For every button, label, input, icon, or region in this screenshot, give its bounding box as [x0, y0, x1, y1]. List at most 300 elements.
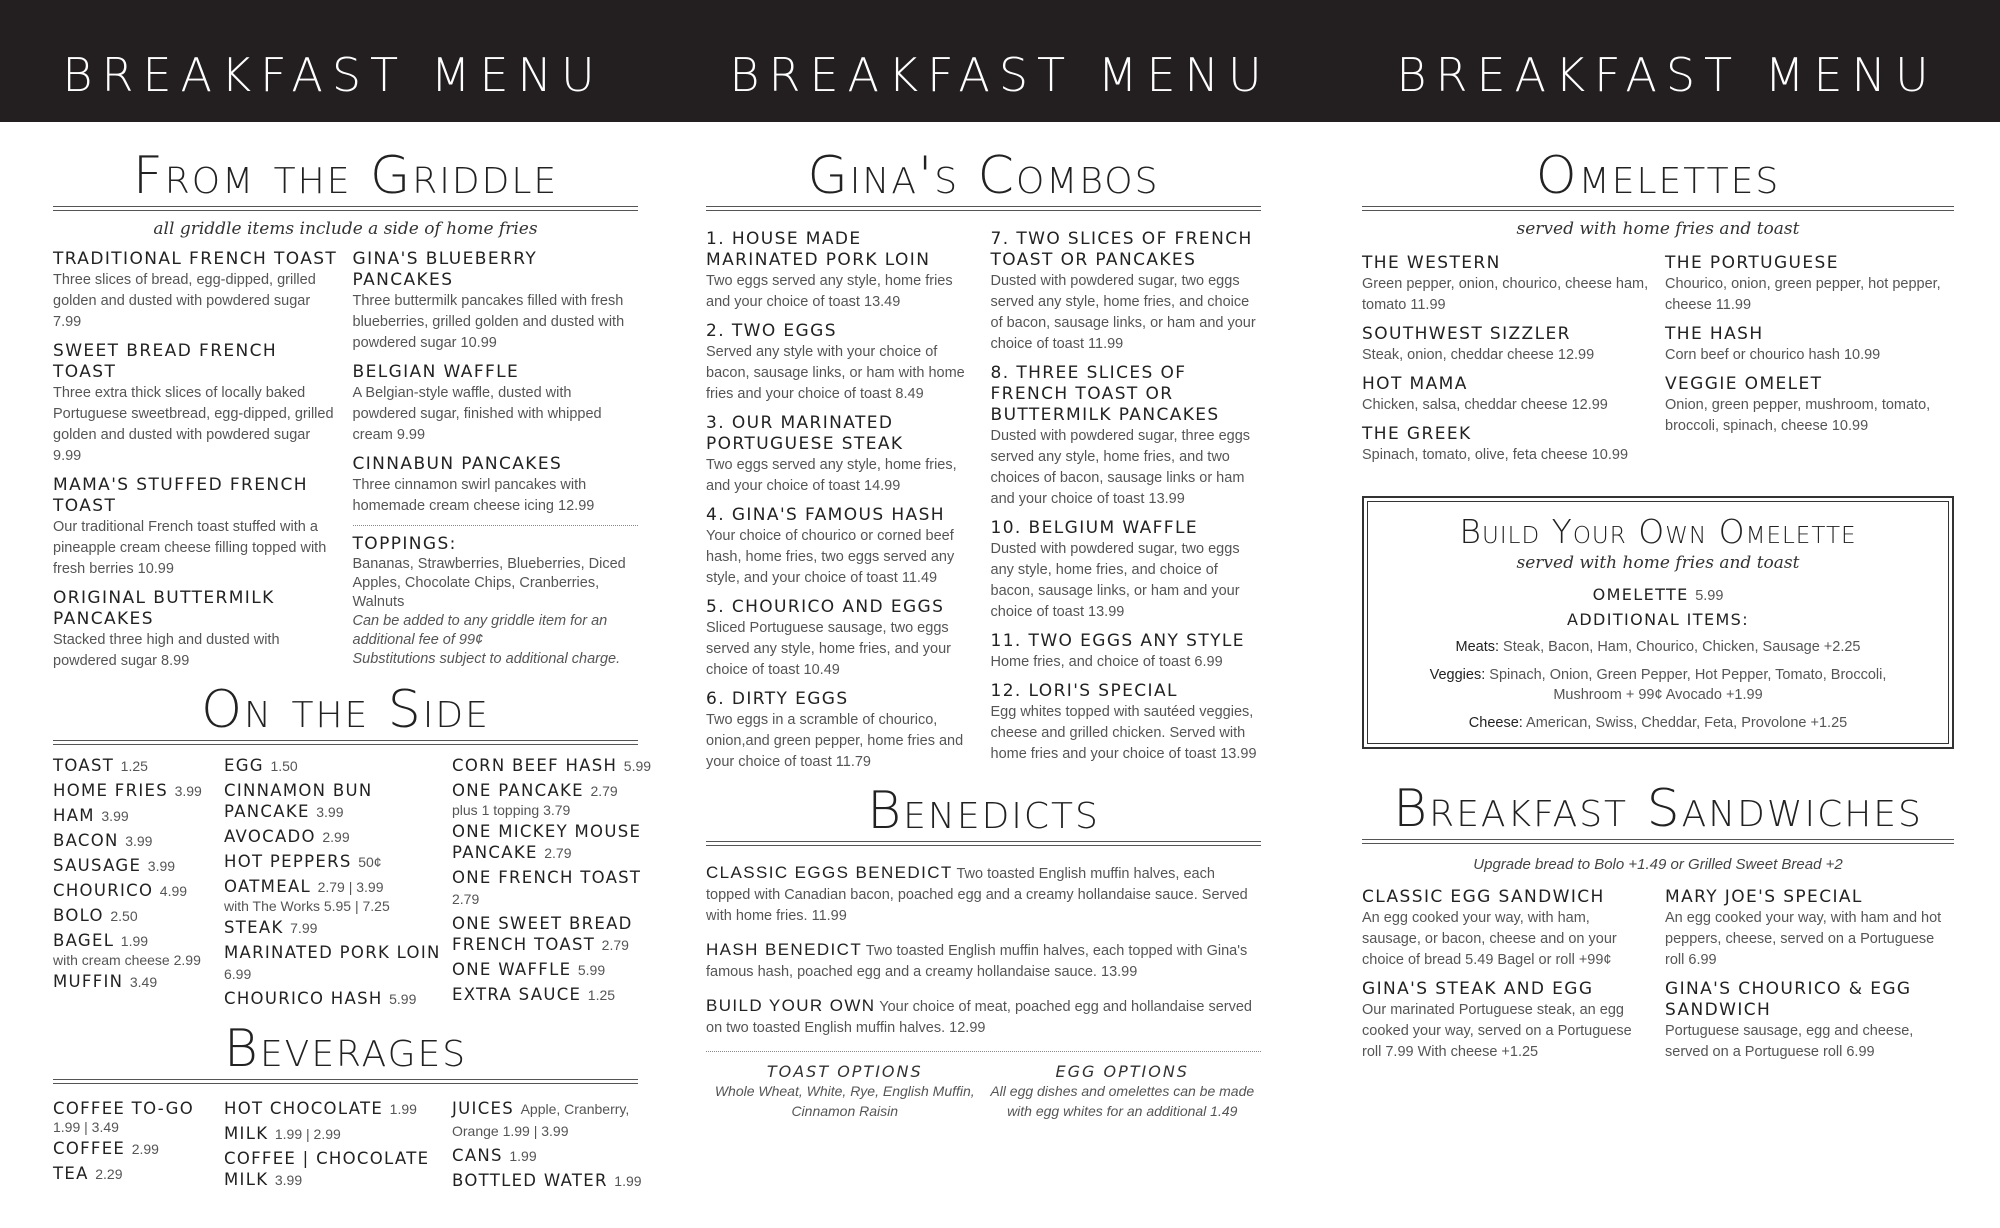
sandwiches-right	[1665, 887, 1954, 1071]
item-price: 13.99	[1220, 746, 1257, 762]
griddle-right	[353, 249, 639, 680]
side-item-name: COFFEE | CHOCOLATE MILK	[224, 1149, 430, 1189]
side-item-price: 3.99	[147, 858, 176, 874]
item-description	[353, 291, 639, 354]
omelettes-note: served with home fries and toast	[1516, 219, 1800, 239]
egg-options	[984, 1062, 1262, 1121]
item-description-text: Green pepper, onion, chourico, cheese ham, tomato	[1362, 276, 1649, 313]
item-description	[353, 383, 639, 446]
side-item-price: 2.79 | 3.99	[317, 879, 384, 895]
side-item-name: MARINATED PORK LOIN	[224, 943, 441, 962]
side-item	[53, 905, 218, 927]
toppings-title: TOPPINGS:	[352, 534, 457, 554]
beverages-col-3	[452, 1098, 652, 1195]
side-item-price: 50¢	[358, 854, 382, 870]
side-item-name: ONE PANCAKE	[452, 781, 584, 800]
benedict-description: Your choice of meat, poached egg and hollandaise served on two toasted English muffin halves.	[706, 999, 1252, 1036]
item-name: VEGGIE OMELET	[1665, 374, 1823, 394]
omelettes-left	[1362, 253, 1651, 474]
toppings-list: Bananas, Strawberries, Blueberries, Diced Apples, Chocolate Chips, Cranberries, Walnuts	[352, 556, 626, 610]
item-price: 6.99	[1688, 952, 1717, 968]
side-item-name: CINNAMON BUN PANCAKE	[224, 781, 373, 821]
side-items	[53, 755, 652, 1013]
omelettes-rule	[1362, 206, 1954, 211]
item-price: 13.99	[1148, 491, 1185, 507]
item-description	[991, 426, 1262, 510]
side-item	[53, 1098, 218, 1135]
side-item	[452, 959, 652, 981]
item-description	[1665, 1021, 1954, 1063]
item-description-text: Home fries, and choice of toast	[990, 654, 1191, 670]
combos-items	[706, 229, 1261, 781]
menu-item	[706, 229, 977, 313]
byo-meats-text: Steak, Bacon, Ham, Chourico, Chicken, Sausage +2.25	[1503, 639, 1861, 655]
beverages-rule	[53, 1079, 638, 1084]
side-item-price: 1.25	[120, 758, 148, 774]
item-name: 3. OUR MARINATED PORTUGUESE STEAK	[706, 413, 904, 454]
side-item	[452, 984, 652, 1006]
menu-item	[1362, 424, 1651, 466]
item-description	[991, 652, 1262, 673]
side-col-1	[53, 755, 218, 1013]
item-name: BELGIAN WAFFLE	[352, 362, 520, 382]
menu-item	[706, 597, 977, 681]
side-title: On the Side	[201, 680, 490, 740]
item-name: 4. GINA'S FAMOUS HASH	[706, 505, 945, 525]
side-item-name: EGG	[224, 756, 264, 775]
griddle-items	[53, 249, 638, 680]
byo-cheese-text: American, Swiss, Cheddar, Feta, Provolone +1.25	[1526, 715, 1848, 731]
item-name: GINA'S STEAK AND EGG	[1362, 979, 1594, 999]
byo-meats-label: Meats:	[1455, 639, 1499, 655]
item-description	[706, 271, 977, 313]
side-item-price: 5.99	[623, 758, 652, 774]
menu-item	[1362, 374, 1651, 416]
side-item-price: 5.99	[577, 962, 606, 978]
item-description	[706, 526, 977, 589]
side-item-sub: with cream cheese 2.99	[53, 952, 201, 968]
side-item	[53, 1163, 218, 1185]
item-price: 9.99	[396, 427, 426, 443]
side-item-price: 2.50	[110, 908, 138, 924]
side-item-name: BACON	[53, 831, 119, 850]
side-item-sub: 1.99 | 3.49	[53, 1119, 119, 1135]
side-item-price: 5.99	[389, 991, 417, 1007]
item-price: 14.99	[864, 478, 901, 494]
side-item-price: 3.99	[174, 783, 202, 799]
side-item	[224, 851, 446, 873]
side-item	[452, 913, 652, 956]
side-item-price: 3.99	[316, 804, 344, 820]
menu-item	[53, 249, 339, 333]
item-price: 9.99	[53, 448, 82, 464]
sandwiches-upgrade: Upgrade bread to Bolo +1.49 or Grilled Sweet Bread +2	[1473, 856, 1843, 873]
griddle-title: From the Griddle	[132, 146, 559, 206]
side-col-3	[452, 755, 652, 1013]
item-name: MAMA'S STUFFED FRENCH TOAST	[53, 475, 308, 516]
item-price: 10.99	[137, 561, 174, 577]
item-price: 13.49	[864, 294, 901, 310]
toppings-divider	[353, 525, 639, 526]
side-item-name: MUFFIN	[53, 972, 124, 991]
banner-title-3: BREAKFAST MENU	[1396, 48, 1938, 102]
toast-options	[706, 1062, 984, 1121]
item-description-text: Steak, onion, cheddar cheese	[1362, 347, 1554, 363]
menu-item	[53, 475, 339, 580]
menu-item	[1665, 253, 1954, 316]
byo-cheese	[1384, 713, 1932, 733]
egg-options-title: EGG OPTIONS	[1055, 1062, 1189, 1081]
item-description-text: Corn beef or chourico hash	[1665, 347, 1840, 363]
item-description	[706, 455, 977, 497]
item-price: 10.99	[460, 335, 497, 351]
item-name: THE WESTERN	[1362, 253, 1501, 273]
byo-veggies-label: Veggies:	[1429, 667, 1486, 683]
beverages-title: Beverages	[223, 1019, 468, 1079]
side-item-price: 2.99	[322, 829, 350, 845]
menu-item	[1362, 324, 1651, 366]
item-description-text: Chicken, salsa, cheddar cheese	[1362, 397, 1568, 413]
item-price: 10.49	[803, 662, 840, 678]
benedicts-title: Benedicts	[867, 781, 1100, 841]
side-item-name: ONE WAFFLE	[452, 960, 572, 979]
toast-options-title: TOAST OPTIONS	[766, 1062, 923, 1081]
item-name: TRADITIONAL FRENCH TOAST	[53, 249, 338, 269]
side-col-2	[224, 755, 446, 1013]
side-item-name: TEA	[53, 1164, 89, 1183]
benedict-item	[706, 862, 1261, 927]
item-description	[1362, 445, 1651, 466]
item-description-text: Your choice of chourico or corned beef hash, home fries, two eggs served any style, and your choice of toast	[706, 528, 955, 586]
side-item-name: AVOCADO	[224, 827, 316, 846]
item-description	[991, 539, 1262, 623]
item-description-text: An egg cooked your way, with ham and hot peppers, cheese, served on a Portuguese roll	[1665, 910, 1942, 968]
side-item-name: HOT PEPPERS	[224, 852, 352, 871]
item-name: 5. CHOURICO AND EGGS	[706, 597, 945, 617]
menu-item	[991, 363, 1262, 510]
item-price: 6.99	[1846, 1044, 1875, 1060]
side-item-price: 1.99	[614, 1173, 642, 1189]
side-item-price: 2.29	[95, 1166, 123, 1182]
menu-item	[991, 518, 1262, 623]
item-price: 10.99	[1843, 347, 1881, 363]
egg-options-text: All egg dishes and omelettes can be made with egg whites for an additional 1.49	[990, 1083, 1255, 1119]
griddle-note: all griddle items include a side of home fries	[153, 219, 538, 239]
item-name: HOT MAMA	[1362, 374, 1468, 394]
side-item-name: BOLO	[53, 906, 104, 925]
menu-item	[353, 454, 639, 517]
side-item	[224, 1148, 446, 1191]
benedict-price: 13.99	[1101, 964, 1138, 980]
item-description-text: Served any style with your choice of bacon, sausage links, or ham with home fries and your choice of toast	[706, 344, 965, 402]
side-item-name: TOAST	[53, 756, 115, 775]
benedict-item	[706, 939, 1261, 983]
item-description	[1665, 345, 1954, 366]
side-item-name: ONE MICKEY MOUSE PANCAKE	[452, 822, 642, 862]
side-item-name: MILK	[224, 1124, 269, 1143]
menu-item	[706, 505, 977, 589]
menu-item	[53, 341, 339, 467]
side-item	[53, 880, 218, 902]
item-description	[1665, 395, 1954, 437]
byo-omelette-label: OMELETTE	[1592, 585, 1689, 604]
item-description	[1362, 274, 1651, 316]
menu-item	[1362, 887, 1651, 971]
side-item-price: 3.49	[129, 974, 158, 990]
item-description	[53, 517, 339, 580]
item-description-text: Two eggs served any style, home fries and your choice of toast	[706, 273, 953, 310]
side-item-sub: plus 1 topping 3.79	[452, 802, 571, 818]
side-item-name: OATMEAL	[224, 877, 312, 896]
menu-item	[1362, 979, 1651, 1063]
item-description	[53, 383, 339, 467]
benedict-item	[706, 995, 1261, 1039]
byo-omelette-price: 5.99	[1695, 588, 1724, 604]
item-description-text: Two eggs in a scramble of chourico, onion,and green pepper, home fries and your choice of toast	[706, 712, 964, 770]
side-item-price: 1.99	[509, 1148, 537, 1164]
item-description-text: Three extra thick slices of locally baked Portuguese sweetbread, egg-dipped, grilled golden and dusted with powdered sugar	[53, 385, 334, 443]
column-omelettes-sandwiches	[1362, 146, 1954, 1071]
item-name: 7. TWO SLICES OF FRENCH TOAST OR PANCAKES	[990, 229, 1253, 270]
column-combos-benedicts	[706, 146, 1261, 1121]
byo-veggies	[1384, 665, 1932, 705]
item-description-text: Chourico, onion, green pepper, hot pepper, cheese	[1665, 276, 1941, 313]
side-item-name: HOT CHOCOLATE	[224, 1099, 384, 1118]
menu-item	[1665, 979, 1954, 1063]
side-item-price: 2.79	[452, 891, 480, 907]
side-item-name: JUICES	[452, 1099, 515, 1118]
item-description-text: Three cinnamon swirl pancakes with homemade cream cheese icing	[352, 477, 587, 514]
item-name: 10. BELGIUM WAFFLE	[990, 518, 1198, 538]
menu-item	[53, 588, 339, 672]
side-item-name: ONE SWEET BREAD FRENCH TOAST	[452, 914, 633, 954]
item-description-text: Egg whites topped with sautéed veggies, cheese and grilled chicken. Served with home fries and your choice of toast	[990, 704, 1254, 762]
side-item	[452, 821, 652, 864]
beverages-items	[53, 1098, 642, 1195]
item-price: 8.99	[161, 653, 190, 669]
omelettes-title: Omelettes	[1535, 146, 1781, 206]
item-price: 8.49	[895, 386, 924, 402]
item-price: 11.99	[1410, 297, 1446, 313]
item-description-text: A Belgian-style waffle, dusted with powdered sugar, finished with whipped cream	[352, 385, 602, 443]
item-name: 6. DIRTY EGGS	[706, 689, 849, 709]
item-price: 12.99	[1571, 397, 1608, 413]
menu-item	[991, 631, 1262, 673]
item-description-text: Three slices of bread, egg-dipped, grilled golden and dusted with powdered sugar	[53, 272, 316, 309]
combos-title: Gina's Combos	[807, 146, 1160, 206]
side-item-price: 7.99	[290, 920, 318, 936]
side-item-price: 1.25	[587, 987, 616, 1003]
menu-item	[1665, 887, 1954, 971]
banner-title-1: BREAKFAST MENU	[62, 48, 604, 102]
byo-meats	[1384, 637, 1932, 657]
item-name: CINNABUN PANCAKES	[352, 454, 563, 474]
item-name: GINA'S CHOURICO & EGG SANDWICH	[1665, 979, 1912, 1020]
benedict-price: 11.99	[811, 908, 847, 924]
item-description	[991, 271, 1262, 355]
benedict-name: CLASSIC EGGS BENEDICT	[706, 863, 953, 882]
side-item-name: HOME FRIES	[53, 781, 169, 800]
item-description-text: Onion, green pepper, mushroom, tomato, broccoli, spinach, cheese	[1665, 397, 1931, 434]
side-item	[53, 830, 218, 852]
side-item	[452, 780, 652, 818]
item-price: 11.99	[1715, 297, 1752, 313]
menu-item	[706, 689, 977, 773]
side-item	[53, 755, 218, 777]
side-item-name: CHOURICO	[53, 881, 154, 900]
menu-item	[1665, 374, 1954, 437]
side-item	[224, 942, 446, 985]
griddle-left	[53, 249, 339, 680]
item-name: THE GREEK	[1362, 424, 1472, 444]
item-description-text: Two eggs served any style, home fries, and your choice of toast	[706, 457, 957, 494]
side-item	[452, 867, 652, 910]
item-description	[353, 475, 639, 517]
side-item-name: CORN BEEF HASH	[452, 756, 618, 775]
side-item-name: BOTTLED WATER	[452, 1171, 608, 1190]
item-description-text: Portuguese sausage, egg and cheese, served on a Portuguese roll	[1665, 1023, 1914, 1060]
item-description	[1665, 908, 1954, 971]
menu-item	[706, 413, 977, 497]
side-item-price: Apple, Cranberry, Orange 1.99 | 3.99	[452, 1101, 630, 1139]
side-item-name: COFFEE TO-GO	[53, 1099, 195, 1118]
side-item	[452, 1145, 652, 1167]
item-price: 10.99	[1591, 447, 1629, 463]
side-item	[224, 917, 446, 939]
side-item-price: 4.99	[159, 883, 188, 899]
side-item	[224, 876, 446, 914]
side-item-price: 1.50	[270, 758, 298, 774]
side-item-price: 1.99 | 2.99	[274, 1126, 341, 1142]
item-description-text: Dusted with powdered sugar, two eggs any style, home fries, and choice of bacon, sausage links, or ham and your choice of toast	[990, 541, 1240, 620]
benedict-name: BUILD YOUR OWN	[706, 996, 876, 1015]
side-item-price: 2.99	[131, 1141, 159, 1157]
banner-title-2: BREAKFAST MENU	[729, 48, 1271, 102]
item-description-text: Dusted with powdered sugar, three eggs served any style, home fries, and two choices of bacon, sausage links or ham and your choice of toast	[990, 428, 1251, 507]
griddle-rule	[53, 206, 638, 211]
byo-cheese-label: Cheese:	[1468, 715, 1523, 731]
side-item-name: BAGEL	[53, 931, 115, 950]
side-item	[224, 988, 446, 1010]
side-item-price: 1.99	[389, 1101, 417, 1117]
toppings-substitutions: Substitutions subject to additional charge.	[352, 651, 621, 667]
item-price: 11.49	[901, 570, 938, 586]
item-description	[1362, 395, 1651, 416]
side-item	[224, 826, 446, 848]
item-price: 6.99	[1194, 654, 1223, 670]
column-griddle-sides	[53, 146, 652, 1195]
item-name: MARY JOE'S SPECIAL	[1665, 887, 1863, 907]
sandwiches-title: Breakfast Sandwiches	[1393, 779, 1923, 839]
item-name: 11. TWO EGGS ANY STYLE	[990, 631, 1245, 651]
combos-left	[706, 229, 977, 781]
build-your-own-box	[1362, 496, 1954, 749]
side-item-price: 3.99	[274, 1172, 303, 1188]
menu-item	[353, 362, 639, 446]
menu-item	[991, 229, 1262, 355]
side-item	[53, 1138, 218, 1160]
side-item-price: 2.79	[601, 937, 629, 953]
item-description-text: An egg cooked your way, with ham, sausage, or bacon, cheese and on your choice of bread 5.49 Bagel or roll +99¢	[1362, 910, 1617, 968]
item-name: THE PORTUGUESE	[1665, 253, 1839, 273]
byo-veggies-text: Spinach, Onion, Green Pepper, Hot Pepper, Tomato, Broccoli, Mushroom + 99¢ Avocado +1.99	[1489, 667, 1887, 703]
side-item	[53, 805, 218, 827]
item-name: CLASSIC EGG SANDWICH	[1362, 887, 1605, 907]
side-item-name: STEAK	[224, 918, 284, 937]
combos-rule	[706, 206, 1261, 211]
benedict-description: Two toasted English muffin halves, each topped with Gina's famous hash, poached egg and a creamy hollandaise sauce.	[706, 943, 1248, 980]
benedict-description: Two toasted English muffin halves, each topped with Canadian bacon, poached egg and a creamy hollandaise sauce. Served with home fries.	[706, 866, 1248, 924]
item-description-text: Sliced Portuguese sausage, two eggs served any style, home fries, and your choice of toast	[706, 620, 952, 678]
item-name: 2. TWO EGGS	[706, 321, 837, 341]
side-item-name: SAUSAGE	[53, 856, 142, 875]
item-name: 12. LORI'S SPECIAL	[990, 681, 1178, 701]
menu-item	[706, 321, 977, 405]
item-description-text: Three buttermilk pancakes filled with fresh blueberries, grilled golden and dusted with powdered sugar	[352, 293, 625, 351]
side-item-price: 3.99	[101, 808, 129, 824]
omelettes-right	[1665, 253, 1954, 474]
side-item-sub: with The Works 5.95 | 7.25	[224, 898, 390, 914]
side-item-price: 2.79	[590, 783, 618, 799]
menu-item	[353, 249, 639, 354]
side-item	[224, 1123, 446, 1145]
item-price: 7.99	[53, 314, 82, 330]
omelettes-items	[1362, 253, 1954, 474]
item-price: 12.99	[1557, 347, 1595, 363]
item-description	[706, 342, 977, 405]
item-description	[53, 270, 339, 333]
byo-title: Build Your Own Omelette	[1459, 512, 1857, 551]
side-item-price: 1.99	[120, 933, 149, 949]
side-rule	[53, 740, 638, 745]
toast-options-text: Whole Wheat, White, Rye, English Muffin, Cinnamon Raisin	[714, 1083, 975, 1119]
item-name: ORIGINAL BUTTERMILK PANCAKES	[53, 588, 275, 629]
menu-item	[991, 681, 1262, 765]
item-description	[706, 618, 977, 681]
side-item-price: 6.99	[224, 966, 252, 982]
side-item-name: CHOURICO HASH	[224, 989, 383, 1008]
benedicts-divider	[706, 1051, 1261, 1052]
benedicts-list	[706, 862, 1261, 1039]
side-item-name: COFFEE	[53, 1139, 126, 1158]
item-description-text: Dusted with powdered sugar, two eggs served any style, home fries, and choice of bacon, sausage links, or ham and your choice of toast	[990, 273, 1256, 352]
side-item	[224, 780, 446, 823]
byo-omelette-line	[1384, 585, 1932, 604]
benedicts-rule	[706, 841, 1261, 846]
byo-note: served with home fries and toast	[1516, 553, 1800, 573]
item-description	[53, 630, 339, 672]
side-item	[53, 780, 218, 802]
item-name: THE HASH	[1665, 324, 1764, 344]
item-name: 8. THREE SLICES OF FRENCH TOAST OR BUTTERMILK PANCAKES	[990, 363, 1220, 425]
sandwiches-items	[1362, 887, 1954, 1071]
side-item-price: 3.99	[125, 833, 153, 849]
beverages-col-1	[53, 1098, 218, 1195]
item-description	[1362, 1000, 1651, 1063]
item-name: SOUTHWEST SIZZLER	[1362, 324, 1571, 344]
benedict-price: 12.99	[949, 1020, 986, 1036]
sandwiches-left	[1362, 887, 1651, 1071]
options	[706, 1062, 1261, 1121]
side-item	[53, 971, 218, 993]
sandwiches-rule	[1362, 839, 1954, 844]
toppings-note: Can be added to any griddle item for an additional fee of 99¢	[352, 613, 608, 648]
item-description	[706, 710, 977, 773]
byo-additional: ADDITIONAL ITEMS:	[1566, 610, 1750, 629]
side-item	[224, 1098, 446, 1120]
item-description-text: Spinach, tomato, olive, feta cheese	[1362, 447, 1588, 463]
item-description-text: Our marinated Portuguese steak, an egg cooked your way, served on a Portuguese roll 7.99 With cheese +1.25	[1362, 1002, 1632, 1060]
